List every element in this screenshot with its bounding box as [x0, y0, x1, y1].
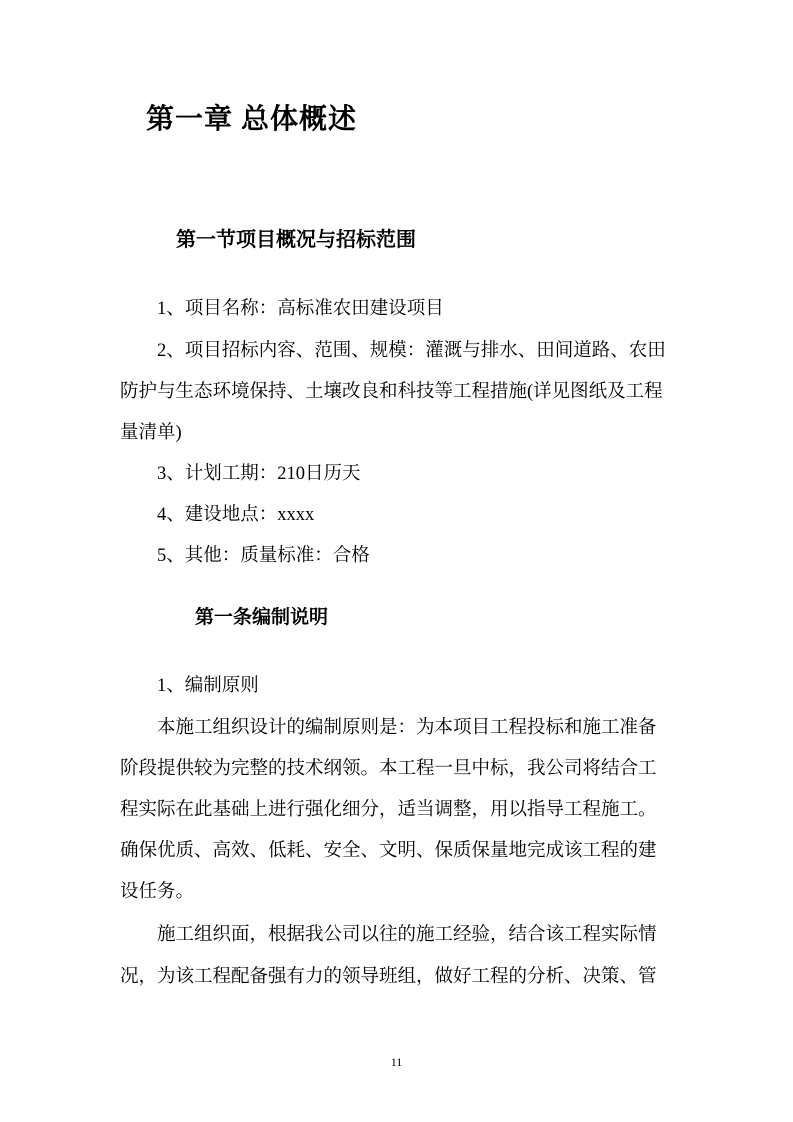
article-line: 阶段提供较为完整的技术纲领。本工程一旦中标，我公司将结合工	[120, 759, 657, 779]
chapter-title: 第一章 总体概述	[146, 104, 358, 135]
article-line: 1、编制原则	[157, 676, 259, 696]
article-line: 程实际在此基础上进行强化细分，适当调整，用以指导工程施工。	[120, 800, 657, 820]
article-line: 确保优质、高效、低耗、安全、文明、保质保量地完成该工程的建	[120, 841, 657, 861]
page-number: 11	[390, 1055, 403, 1069]
item-line: 量清单)	[120, 423, 182, 443]
article-line: 施工组织面，根据我公司以往的施工经验，结合该工程实际情	[157, 925, 657, 945]
article-line: 设任务。	[120, 882, 195, 902]
item-line: 2、项目招标内容、范围、规模：灌溉与排水、田间道路、农田	[157, 341, 666, 361]
item-line: 1、项目名称：高标准农田建设项目	[157, 299, 444, 319]
item-line: 3、计划工期：210日历天	[157, 464, 361, 484]
section-title: 第一节项目概况与招标范围	[176, 229, 416, 251]
article-line: 况，为该工程配备强有力的领导班组，做好工程的分析、决策、管	[120, 967, 657, 987]
article-title: 第一条编制说明	[195, 607, 329, 628]
article-line: 本施工组织设计的编制原则是：为本项目工程投标和施工准备	[157, 718, 657, 738]
item-line: 防护与生态环境保持、土壤改良和科技等工程措施(详见图纸及工程	[120, 382, 663, 402]
item-line: 5、其他：质量标准：合格	[157, 546, 370, 566]
item-line: 4、建设地点：xxxx	[157, 505, 315, 525]
